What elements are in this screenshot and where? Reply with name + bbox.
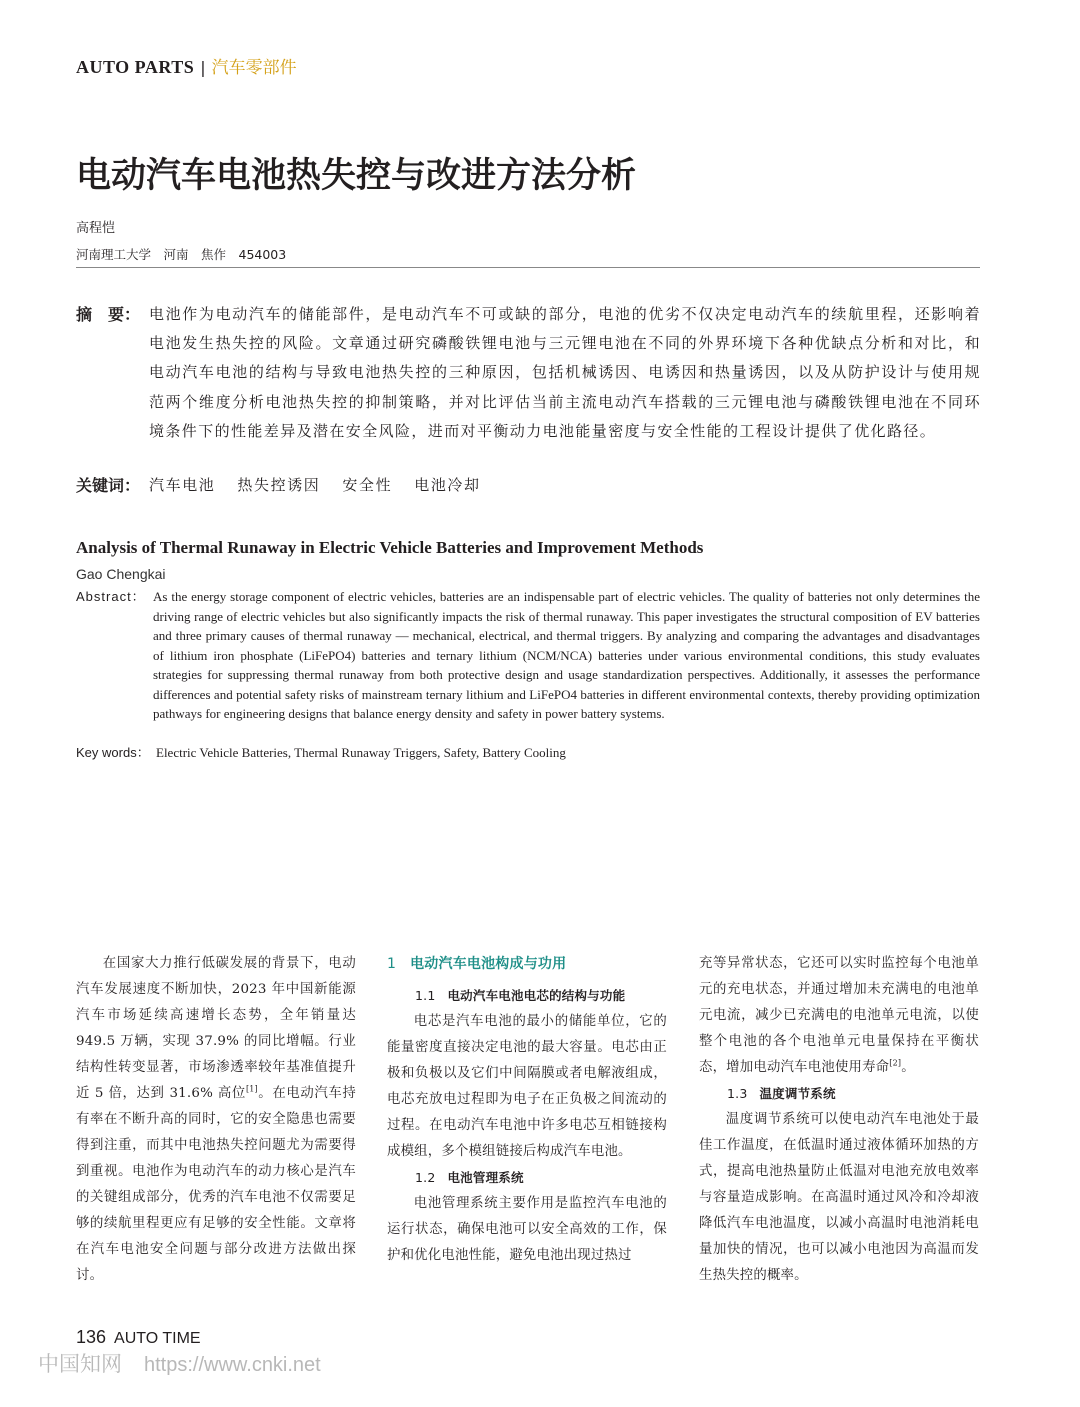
abstract-zh-label: 摘 要： [76, 305, 141, 324]
abstract-zh-text: 电池作为电动汽车的储能部件，是电动汽车不可或缺的部分，电池的优劣不仅决定电动汽车的续航里程，还影响着电池发生热失控的风险。文章通过研究磷酸铁锂电池与三元锂电池在不同的外界环境下各种优缺点分析和对比，和电动汽车电池的结构与导致电池热失控的三种原因，包括机械诱因、电诱因和热量诱因，以及从防护设计与使用规范两个维度分析电池热失控的抑制策略，并对比评估当前主流电动汽车搭载的三元锂电池与磷酸铁锂电池在不同环境条件下的性能差异及潜在安全风险，进而对平衡动力电池能量密度与安全性能的工程设计提供了优化路径。 [149, 305, 981, 440]
section-heading: 1 电动汽车电池构成与功用 [387, 956, 567, 972]
body-column-1 [76, 951, 356, 1289]
page-number: 136 [76, 1327, 107, 1347]
body-paragraph: 电芯是汽车电池的最小的储能单位，它的能量密度直接决定电池的最大容量。电芯由正极和负极以及它们中间隔膜或者电解液组成，电芯充放电过程即为电子在正负极之间流动的过程。在电动汽车电池中许多电芯互相链接构成模组，多个模组链接后构成汽车电池。 [387, 1014, 667, 1159]
author-name-en: Gao Chengkai [76, 566, 166, 582]
body-paragraph-continued: 充等异常状态，它还可以实时监控每个电池单元的充电状态，并通过增加未充满电的电池单元电流，减少已充满电的电池单元电流，以使整个电池的各个电池单元电量保持在平衡状态，增加电动汽车电池使用寿命[2]。 [699, 956, 979, 1075]
author-name: 高程恺 [76, 221, 116, 236]
body-paragraph: 温度调节系统可以使电动汽车电池处于最佳工作温度，在低温时通过液体循环加热的方式，提高电池热量防止低温对电池充放电效率与容量造成影响。在高温时通过风冷和冷却液降低汽车电池温度，以减小高温时电池消耗电量加快的情况，也可以减小电池因为高温而发生热失控的概率。 [699, 1112, 979, 1283]
abstract-en-text: As the energy storage component of electric vehicles, batteries are an indispensable part of electric vehicles. The quality of batteries not only determines the driving range of electric vehicles but also significantly impacts the risk of thermal runaway. This paper investigates the structural composition of EV batteries and three primary causes of thermal runaway — mechanical, electrical, and thermal triggers. By analyzing and comparing the advantages and disadvantages of lithium iron phosphate (LiFePO4) batteries and ternary lithium (NCM/NCA) batteries under various environmental conditions, this study evaluates strategies for suppressing thermal runaway from both protective design and usage standardization perspectives. Additionally, it assesses the performance differences and potential safety risks of mainstream ternary lithium and LiFePO4 batteries in different environmental contexts, thereby providing optimization pathways for engineering designs that balance energy density and safety in power battery systems. [153, 589, 980, 721]
footer-journal: AUTO TIME [114, 1330, 201, 1347]
keyword-zh: 安全性 [342, 476, 393, 494]
journal-name-en: AUTO PARTS [76, 57, 195, 77]
keywords-zh-list [149, 471, 503, 500]
keywords-en-text: Electric Vehicle Batteries, Thermal Runaway Triggers, Safety, Battery Cooling [156, 745, 566, 760]
journal-section-cn: 汽车零部件 [211, 58, 297, 78]
keyword-zh: 电池冷却 [414, 476, 481, 494]
body-column-3 [699, 951, 979, 1289]
body-paragraph: 电池管理系统主要作用是监控汽车电池的运行状态，确保电池可以安全高效的工作，保护和优化电池性能，避免电池出现过热过 [387, 1196, 667, 1263]
subsection-heading: 1.1 电动汽车电池电芯的结构与功能 [415, 988, 626, 1003]
subsection-heading: 1.2 电池管理系统 [415, 1170, 524, 1185]
keyword-zh: 热失控诱因 [237, 476, 321, 494]
cnki-watermark [38, 1350, 321, 1379]
citation-ref: [2] [889, 1058, 902, 1068]
author-affiliation: 河南理工大学 河南 焦作 454003 [76, 247, 287, 262]
subsection-heading: 1.3 温度调节系统 [727, 1086, 836, 1101]
citation-ref: [1] [245, 1084, 258, 1094]
header-separator: | [200, 58, 206, 77]
watermark-url: https://www.cnki.net [144, 1354, 321, 1376]
intro-paragraph: 在国家大力推行低碳发展的背景下，电动汽车发展速度不断加快，2023 年中国新能源汽车市场延续高速增长态势，全年销量达 949.5 万辆，实现 37.9% 的同比增幅。行业结构性转变显著，市场渗透率较年基准值提升近 5 倍，达到 31.6% 高位[1]。在电动汽车持有率在不断升高的同时，它的安全隐患也需要得到注重，而其中电池热失控问题尤为需要得到重视。电池作为电动汽车的动力核心是汽车的关键组成部分，优秀的汽车电池不仅需要足够的续航里程更应有足够的安全性能。文章将在汽车电池安全问题与部分改进方法做出探讨。 [76, 956, 357, 1283]
page-footer [76, 1326, 201, 1350]
abstract-en-label: Abstract： [76, 589, 146, 604]
body-column-2 [387, 951, 667, 1269]
paper-title-en: Analysis of Thermal Runaway in Electric Vehicle Batteries and Improvement Methods [76, 538, 704, 557]
header-divider [76, 267, 980, 268]
watermark-cn: 中国知网 [38, 1352, 122, 1376]
keywords-zh-label: 关键词： [76, 476, 141, 495]
paper-title: 电动汽车电池热失控与改进方法分析 [76, 156, 637, 196]
journal-header [76, 55, 297, 80]
keywords-en-label: Key words： [76, 745, 150, 760]
keyword-zh: 汽车电池 [149, 476, 216, 494]
